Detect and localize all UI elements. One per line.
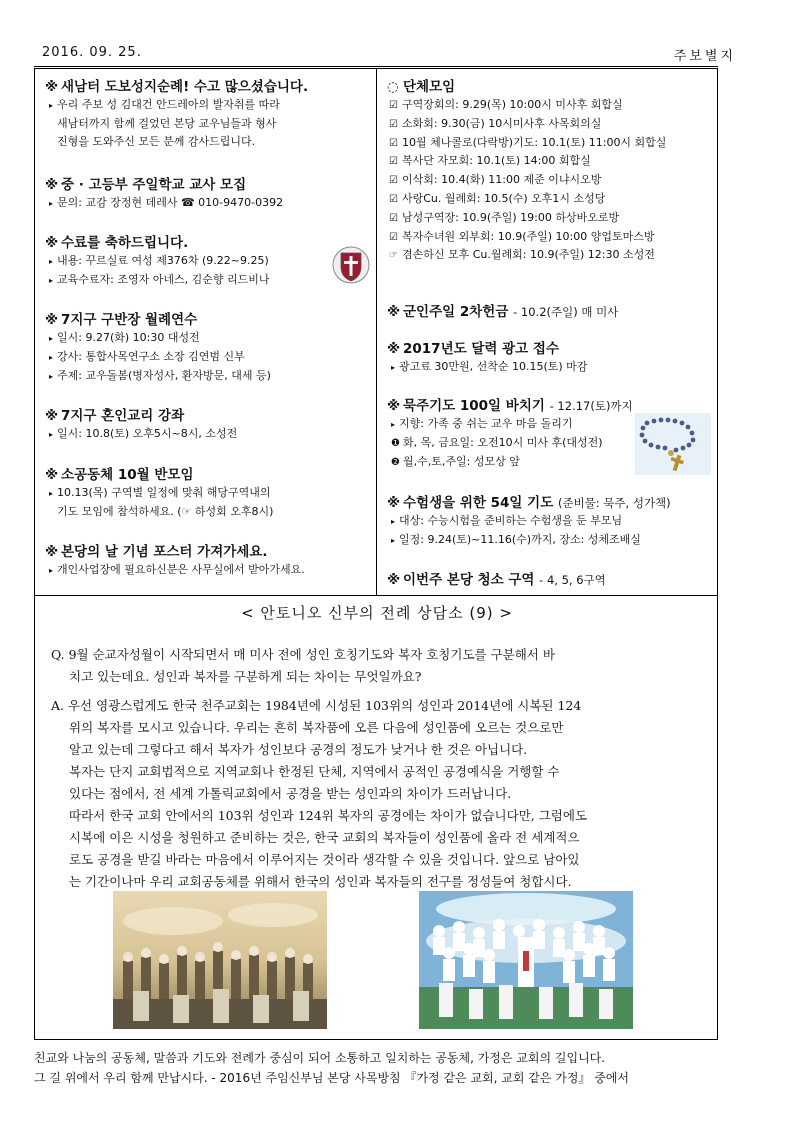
notice-line: 내용: 꾸르실료 여성 제376차 (9.22~9.25) [57,254,269,267]
meeting-item: 복사단 자모회: 10.1(토) 14:00 회합실 [402,154,591,168]
bullet-icon: ▸ [49,334,54,343]
notice-title: 본당의 날 기념 포스터 가져가세요. [61,544,268,560]
notice-marriage-class [35,407,376,444]
meeting-item: 이삭회: 10.4(화) 11:00 제준 이냐시오방 [402,173,602,187]
notice-poster [35,543,376,580]
checkbox-icon: ☑ [389,118,398,130]
rosary-ring-icon: ◌ [387,79,399,95]
notice-line: 문의: 교감 장정현 데레사 ☎ 010-9470-0392 [57,196,284,209]
bullet-icon: ▸ [49,276,54,285]
bullet-icon: ▸ [49,372,54,381]
notice-title: 단체모임 [403,79,456,95]
bullet-icon: ▸ [391,536,396,545]
notice-line: 지향: 가족 중 쉬는 교우 마음 돌리기 [399,417,573,430]
notice-line: 기도 모임에 참석하세요. (☞ 하성회 오후8시) [57,505,274,518]
notice-mark-icon: ※ [387,572,401,588]
meeting-item: 구역장회의: 9.29(목) 10:00시 미사후 회합실 [402,98,623,111]
answer-line: 있다는 점에서, 전 세계 가톨릭교회에서 공경을 받는 성인과의 차이가 드러납니다. [69,786,512,801]
cursillo-shield-icon [331,245,371,285]
notice-cleaning [377,571,717,589]
counsel-title: < 안토니오 신부의 전례 상담소 (9) > [241,604,513,622]
group-meetings [377,78,717,265]
bullet-icon: ▸ [49,199,54,208]
notice-mark-icon: ※ [387,341,401,357]
checkbox-icon: ☑ [389,137,398,149]
notice-mark-icon: ※ [387,495,401,511]
counsel-question [51,644,711,688]
notice-line: 우리 주보 성 김대건 안드레아의 발자취를 따라 [57,98,280,111]
notice-title: 군인주일 2차헌금 [403,304,509,320]
question-line: 치고 있는데요. 성인과 복자를 구분하게 되는 차이는 무엇일까요? [69,669,422,684]
notice-title: 소공동체 10월 반모임 [61,467,194,483]
bullet-icon: ▸ [49,430,54,439]
bulletin-title: 주보별지 [673,49,736,64]
header-divider [34,66,718,67]
notice-line: 교육수료자: 조영자 아네스, 김순향 리드비나 [57,273,270,286]
checkbox-icon: ☑ [389,156,398,168]
notice-title: 묵주기도 100일 바치기 [403,398,545,414]
answer-line: 로도 공경을 받길 바라는 마음에서 이루어지는 것이라 생각할 수 있을 것입니다. 앞으로 남아있 [69,852,580,867]
answer-line: 복자는 단지 교회법적으로 지역교회나 한정된 단체, 지역에서 공적인 공경예식을 거행할 수 [69,764,560,779]
notice-mark-icon: ※ [45,544,59,560]
notice-military-collection [377,303,717,321]
notice-subtitle: - 10.2(주일) 매 미사 [513,305,619,319]
meeting-item: 사랑Cu. 월례회: 10.5(수) 오후1시 소성당 [402,191,606,205]
meeting-item: 복자수녀원 외부회: 10.9(주일) 10:00 양업토마스방 [402,229,655,243]
rosary-icon [635,413,711,475]
notice-title: 7지구 구반장 월례연수 [61,312,198,328]
notice-teacher-recruit [35,176,376,213]
bullet-icon: ▸ [49,489,54,498]
checkbox-icon: ☑ [389,100,398,111]
notice-calendar-ad [377,340,717,377]
left-column [35,69,377,596]
notice-line: 10.13(목) 구역별 일정에 맞춰 해당구역내의 [57,486,271,499]
notice-mark-icon: ※ [45,235,59,251]
notice-title: 수료를 축하드립니다. [61,235,189,251]
notice-mark-icon: ※ [45,177,59,193]
notice-line: 광고료 30만원, 선착순 10.15(토) 마감 [399,360,588,373]
answer-line: 알고 있는데 그렇다고 해서 복자가 성인보다 공경의 정도가 낮거나 한 것은 아닙니다. [69,742,528,757]
question-line: Q. 9월 순교자성월이 시작되면서 매 미사 전에 성인 호칭기도와 복자 호칭기도를 구분해서 바 [51,647,555,662]
notice-title: 수험생을 위한 54일 기도 [403,495,554,511]
notice-line: 일시: 9.27(화) 10:30 대성전 [57,331,200,344]
blessed-painting-image [419,891,633,1029]
bulletin-frame [34,68,718,1040]
notice-line: 화, 목, 금요일: 오전10시 미사 후(대성전) [403,436,603,449]
notice-district-training [35,311,376,386]
notice-subtitle: (준비물: 묵주, 성가책) [557,496,671,510]
notice-subtitle: - 12.17(토)까지 [549,399,633,413]
pointing-hand-icon: ☞ [389,250,398,262]
footer-line: 친교와 나눔의 공동체, 말씀과 기도와 전례가 중심이 되어 소통하고 일치하는 공동체, 가정은 교회의 길입니다. [34,1051,606,1065]
notice-graduation [35,234,376,290]
notice-line: 일시: 10.8(토) 오후5시~8시, 소성전 [57,427,238,440]
notice-line: 일정: 9.24(토)~11.16(수)까지, 장소: 성체조배실 [399,533,641,546]
notice-mark-icon: ※ [45,312,59,328]
bullet-icon: ▸ [49,566,54,575]
checkbox-icon: ☑ [389,175,398,187]
meeting-item: 10월 체나콜로(다락방)기도: 10.1(토) 11:00시 회합실 [402,135,667,149]
notice-mark-icon: ※ [387,398,401,414]
notice-title: 2017년도 달력 광고 접수 [403,341,560,357]
notice-title: 7지구 혼인교리 강좌 [61,408,185,424]
notice-mark-icon: ※ [45,467,59,483]
notice-title: 새남터 도보성지순례! 수고 많으셨습니다. [61,79,309,95]
notice-mark-icon: ※ [45,408,59,424]
notice-subtitle: - 4, 5, 6구역 [539,573,606,587]
notice-line: 월,수,토,주일: 성모상 앞 [403,455,520,468]
meeting-item: 겸손하신 모후 Cu.월례회: 10.9(주일) 12:30 소성전 [402,248,655,262]
right-column [377,69,717,596]
checkbox-icon: ☑ [389,212,398,224]
notice-line: 진형을 도와주신 모든 분께 감사드립니다. [57,135,256,148]
checkbox-icon: ☑ [389,193,398,205]
bullet-icon: ▸ [391,420,396,429]
notice-mark-icon: ※ [45,79,59,95]
notice-title: 이번주 본당 청소 구역 [403,572,535,588]
notice-community-meeting [35,466,376,521]
bullet-icon: ▸ [49,101,54,110]
answer-line: 는 기간이나마 우리 교회공동체를 위해서 한국의 성인과 복자들의 전구를 정성들여 청합시다. [69,874,572,889]
notice-line: 대상: 수능시험을 준비하는 수험생을 둔 부모님 [399,514,623,527]
bullet-icon: ▸ [49,353,54,362]
notice-line: 새남터까지 함께 걸었던 본당 교우님들과 형사 [57,117,277,130]
bulletin-footer [34,1048,718,1088]
meeting-item: 소화회: 9.30(금) 10시미사후 사목회의실 [402,116,602,130]
bullet-icon: ▸ [391,363,396,372]
footer-line: 그 길 위에서 우리 함께 만납시다. - 2016년 주임신부님 본당 사목방침 『가정 같은 교회, 교회 같은 가정』 중에서 [34,1071,630,1085]
answer-line: 위의 복자를 모시고 있습니다. 우리는 흔히 복자품에 오른 다음에 성인품에 오르는 것으로만 [69,720,564,735]
answer-line: 시복에 이은 시성을 청원하고 준비하는 것은, 한국 교회의 복자들이 성인품에 올라 전 세계적으 [69,830,580,845]
meeting-item: 남성구역장: 10.9(주일) 19:00 하상바오로방 [402,210,620,224]
checkbox-icon: ☑ [389,231,398,243]
martyrs-painting-image [113,891,327,1029]
bullet-icon: ▸ [49,257,54,266]
notice-line: 강사: 통합사목연구소 소장 김연범 신부 [57,350,245,363]
answer-line: A. 우선 영광스럽게도 한국 천주교회는 1984년에 시성된 103위의 성인과 2014년에 시복된 124 [51,698,582,713]
bullet-icon: ▸ [391,517,396,526]
number-two-icon: ❷ [391,457,400,468]
bulletin-date: 2016. 09. 25. [42,45,142,60]
notice-line: 개인사업장에 필요하신분은 사무실에서 받아가세요. [57,563,305,576]
notice-exam-prayer [377,494,717,550]
counsel-answer [51,695,711,893]
answer-line: 따라서 한국 교회 안에서의 103위 성인과 124위 복자의 공경에는 차이가 없습니다만, 그럼에도 [69,808,588,823]
number-one-icon: ❶ [391,438,400,449]
notice-mark-icon: ※ [387,304,401,320]
notice-pilgrimage [35,78,376,151]
notice-line: 주제: 교우돌봄(병자성사, 환자방문, 대세 등) [57,369,271,382]
notice-title: 중 · 고등부 주일학교 교사 모집 [61,177,247,193]
